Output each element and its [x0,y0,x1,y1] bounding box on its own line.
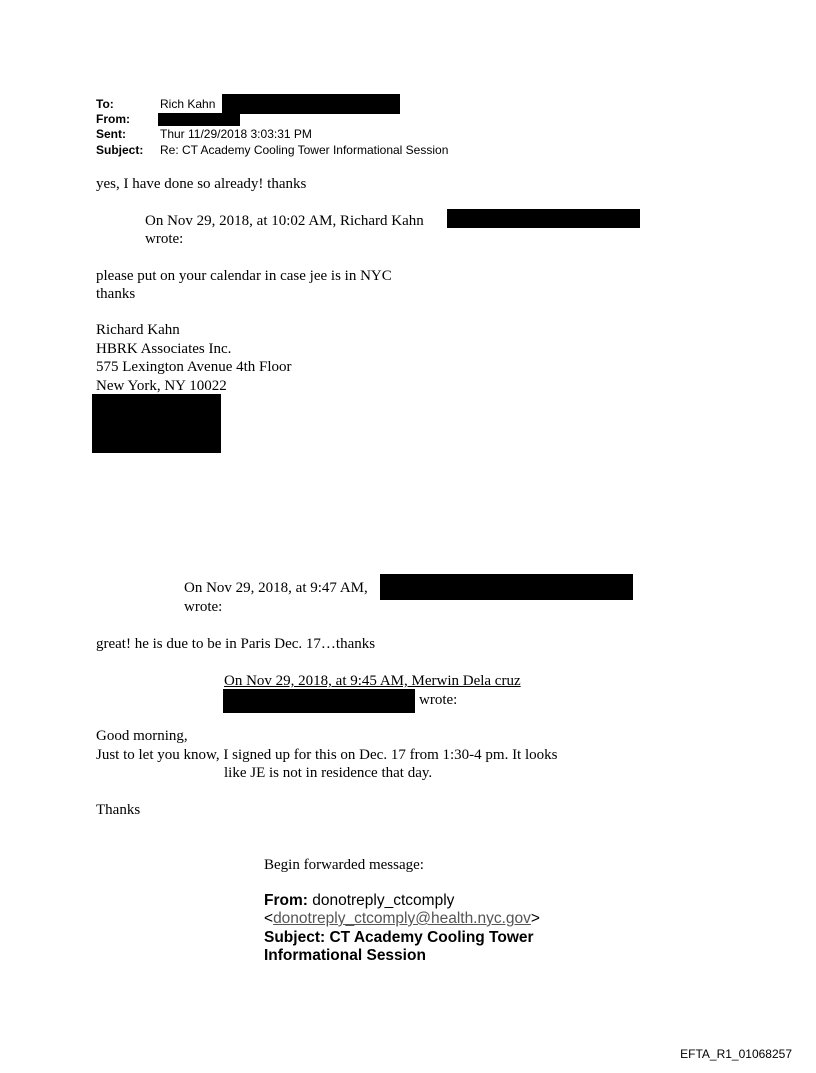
sent-label: Sent: [96,127,126,141]
signature-address: 575 Lexington Avenue 4th Floor [96,359,292,375]
sender-email-link[interactable]: donotreply_ctcomply@health.nyc.gov [273,910,531,927]
to-value: Rich Kahn [160,97,216,111]
forwarded-from [264,892,454,910]
forwarded-email-line [264,910,540,928]
email-open-bracket: < [264,910,274,927]
forwarded-intro: Begin forwarded message: [264,857,424,873]
redaction-box [223,689,415,713]
quote-attribution: On Nov 29, 2018, at 10:02 AM, Richard Kahn [145,213,424,229]
quote-attribution: On Nov 29, 2018, at 9:45 AM, Merwin Dela cruz [224,673,521,689]
subject-label: Subject: [96,143,144,157]
signature-company: HBRK Associates Inc. [96,341,232,357]
redaction-box [380,574,633,600]
message-line: like JE is not in residence that day. [224,765,433,781]
subject-value: Re: CT Academy Cooling Tower Informational Session [160,143,449,157]
signature-name: Richard Kahn [96,322,180,338]
redaction-box [447,209,640,228]
quote-wrote: wrote: [419,692,458,708]
message-line: great! he is due to be in Paris Dec. 17…thanks [96,636,376,652]
redaction-box [158,113,240,126]
from-label: From: [96,112,130,126]
redaction-box [222,94,400,114]
redaction-box [92,394,221,453]
message-line: please put on your calendar in case jee is in NYC [96,268,392,284]
sent-value: Thur 11/29/2018 3:03:31 PM [160,127,312,141]
quote-wrote: wrote: [184,599,223,615]
message-closing: Thanks [96,802,141,818]
email-close-bracket: > [530,910,540,927]
reply-body: yes, I have done so already! thanks [96,176,307,192]
to-label: To: [96,97,114,111]
document-id: EFTA_R1_01068257 [680,1047,792,1061]
forwarded-from-value: donotreply_ctcomply [312,892,455,909]
quote-attribution: On Nov 29, 2018, at 9:47 AM, [184,580,368,596]
message-greeting: Good morning, [96,728,188,744]
quote-wrote: wrote: [145,231,184,247]
message-line: Just to let you know, I signed up for this on Dec. 17 from 1:30-4 pm. It looks [96,747,558,763]
signature-city: New York, NY 10022 [96,378,227,394]
forwarded-subject-line: Subject: CT Academy Cooling Tower [264,929,534,946]
forwarded-from-label: From: [264,892,308,909]
forwarded-subject-line: Informational Session [264,947,426,964]
message-line: thanks [96,286,136,302]
